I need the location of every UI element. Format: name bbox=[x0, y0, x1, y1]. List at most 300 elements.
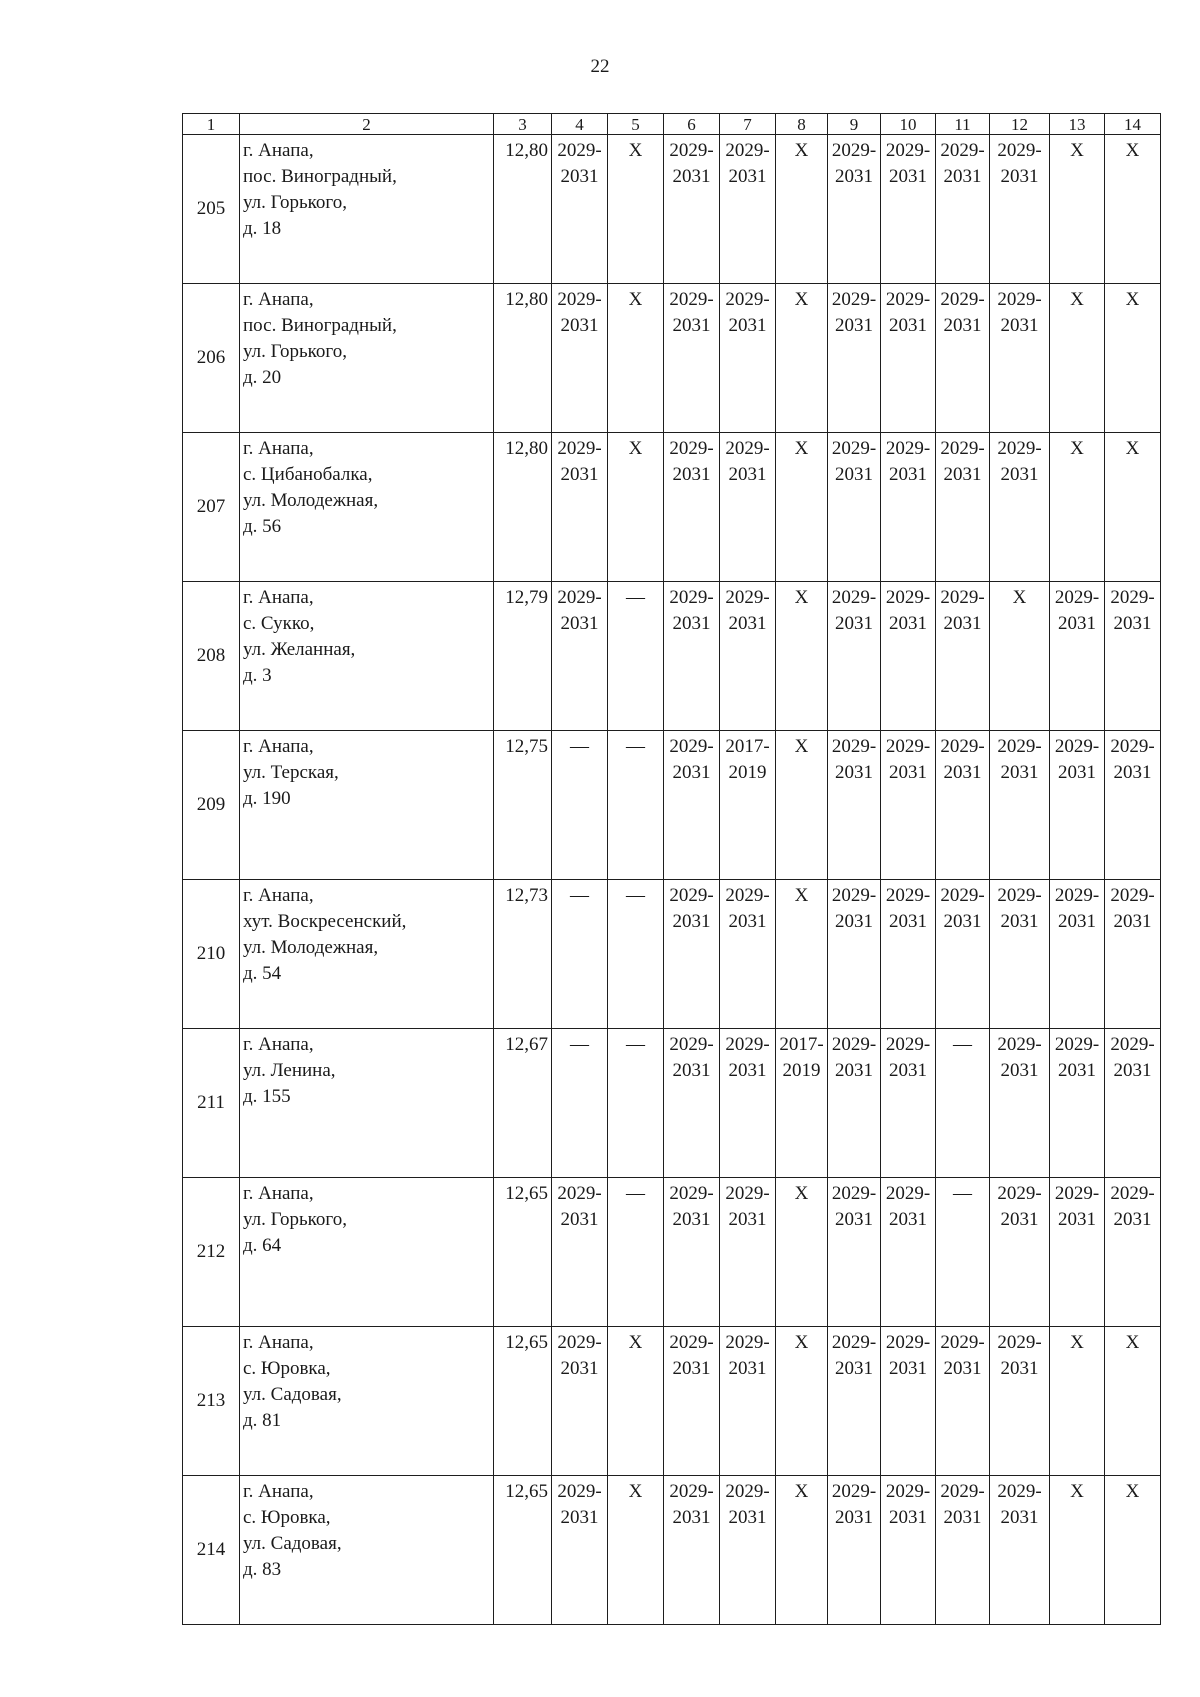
period-cell-col-14 bbox=[1105, 582, 1161, 731]
period-line: 2031 bbox=[835, 1507, 873, 1528]
period-line: 2029- bbox=[885, 736, 931, 757]
period-line: 2029- bbox=[940, 1481, 985, 1502]
period-cell-col-12 bbox=[990, 135, 1050, 284]
period-line: 2031 bbox=[560, 1209, 599, 1230]
period-line: 2029- bbox=[885, 289, 931, 310]
address-line: д. 64 bbox=[243, 1235, 282, 1256]
x-mark: X bbox=[794, 289, 809, 310]
period-cell-col-13 bbox=[1050, 433, 1105, 582]
period-line: 2031 bbox=[1113, 1060, 1152, 1081]
period-cell-col-6 bbox=[664, 1178, 720, 1327]
x-mark: X bbox=[794, 885, 809, 906]
address-line: с. Юровка, bbox=[243, 1507, 331, 1528]
period-line: 2029- bbox=[997, 1034, 1042, 1055]
address-cell bbox=[240, 1029, 494, 1178]
value-cell: 12,67 bbox=[494, 1029, 552, 1178]
period-line: 2029- bbox=[1110, 736, 1155, 757]
period-cell-col-13 bbox=[1050, 1476, 1105, 1625]
address-line: д. 190 bbox=[243, 788, 291, 809]
x-mark: X bbox=[1012, 587, 1027, 608]
dash-mark: — bbox=[570, 1034, 589, 1055]
period-cell-col-11 bbox=[936, 284, 990, 433]
period-line: 2031 bbox=[1000, 1507, 1039, 1528]
period-line: 2029- bbox=[940, 438, 985, 459]
period-line: 2029- bbox=[669, 1481, 714, 1502]
column-header-4: 4 bbox=[552, 114, 608, 135]
period-cell-col-8 bbox=[776, 284, 828, 433]
address-line: г. Анапа, bbox=[243, 587, 314, 608]
column-header-3: 3 bbox=[494, 114, 552, 135]
address-line: ул. Горького, bbox=[243, 192, 347, 213]
period-cell-col-7 bbox=[720, 880, 776, 1029]
table-body bbox=[183, 135, 1161, 1625]
period-line: 2029- bbox=[885, 1332, 931, 1353]
period-cell-col-6 bbox=[664, 1327, 720, 1476]
period-line: 2029- bbox=[885, 1034, 931, 1055]
period-line: 2031 bbox=[889, 1358, 927, 1379]
period-line: 2031 bbox=[943, 1358, 982, 1379]
row-number: 212 bbox=[183, 1178, 240, 1327]
period-cell-col-10 bbox=[881, 1476, 936, 1625]
period-line: 2031 bbox=[835, 613, 873, 634]
period-cell-col-13 bbox=[1050, 135, 1105, 284]
address-line: д. 155 bbox=[243, 1086, 291, 1107]
period-line: 2029- bbox=[940, 1332, 985, 1353]
column-header-12: 12 bbox=[990, 114, 1050, 135]
period-line: 2031 bbox=[835, 911, 873, 932]
period-line: 2029- bbox=[1054, 885, 1100, 906]
address-line: г. Анапа, bbox=[243, 885, 314, 906]
table-row bbox=[183, 1178, 1161, 1327]
x-mark: X bbox=[628, 1332, 643, 1353]
period-line: 2031 bbox=[672, 1358, 711, 1379]
period-line: 2031 bbox=[728, 613, 767, 634]
period-cell-col-9 bbox=[828, 880, 881, 1029]
column-header-5: 5 bbox=[608, 114, 664, 135]
period-line: 2031 bbox=[1058, 911, 1096, 932]
period-cell-col-4 bbox=[552, 582, 608, 731]
period-line: 2031 bbox=[835, 1209, 873, 1230]
dash-mark: — bbox=[626, 1183, 645, 1204]
period-line: 2031 bbox=[1058, 1060, 1096, 1081]
x-mark: X bbox=[794, 1481, 809, 1502]
table-row bbox=[183, 135, 1161, 284]
period-cell-col-8 bbox=[776, 135, 828, 284]
period-line: 2029- bbox=[557, 1183, 602, 1204]
period-line: 2017- bbox=[779, 1034, 824, 1055]
period-line: 2029- bbox=[1110, 885, 1155, 906]
period-cell-col-10 bbox=[881, 1178, 936, 1327]
period-cell-col-6 bbox=[664, 433, 720, 582]
period-line: 2031 bbox=[1113, 762, 1152, 783]
period-cell-col-11 bbox=[936, 1327, 990, 1476]
period-cell-col-10 bbox=[881, 135, 936, 284]
period-line: 2029- bbox=[831, 885, 877, 906]
period-line: 2031 bbox=[1058, 762, 1096, 783]
period-cell-col-11 bbox=[936, 1029, 990, 1178]
period-line: 2029- bbox=[669, 140, 714, 161]
period-cell-col-12 bbox=[990, 582, 1050, 731]
period-cell-col-6 bbox=[664, 284, 720, 433]
period-line: 2029- bbox=[725, 1481, 770, 1502]
value-cell: 12,80 bbox=[494, 433, 552, 582]
address-line: д. 83 bbox=[243, 1559, 282, 1580]
period-line: 2031 bbox=[835, 1358, 873, 1379]
address-cell bbox=[240, 1476, 494, 1625]
period-cell-col-12 bbox=[990, 284, 1050, 433]
address-line: д. 81 bbox=[243, 1410, 282, 1431]
period-line: 2031 bbox=[672, 166, 711, 187]
period-line: 2031 bbox=[889, 315, 927, 336]
x-mark: X bbox=[1125, 289, 1140, 310]
period-line: 2029- bbox=[997, 736, 1042, 757]
period-cell-col-13 bbox=[1050, 731, 1105, 880]
period-cell-col-5 bbox=[608, 1476, 664, 1625]
period-cell-col-7 bbox=[720, 433, 776, 582]
period-line: 2029- bbox=[831, 289, 877, 310]
period-line: 2029- bbox=[1054, 736, 1100, 757]
period-line: 2029- bbox=[885, 885, 931, 906]
period-line: 2029- bbox=[669, 587, 714, 608]
period-line: 2031 bbox=[1000, 911, 1039, 932]
period-line: 2029- bbox=[885, 140, 931, 161]
period-cell-col-5 bbox=[608, 582, 664, 731]
period-cell-col-12 bbox=[990, 1029, 1050, 1178]
x-mark: X bbox=[794, 140, 809, 161]
period-cell-col-5 bbox=[608, 731, 664, 880]
period-line: 2031 bbox=[943, 911, 982, 932]
period-cell-col-5 bbox=[608, 284, 664, 433]
period-cell-col-8 bbox=[776, 433, 828, 582]
period-cell-col-6 bbox=[664, 731, 720, 880]
period-cell-col-12 bbox=[990, 880, 1050, 1029]
period-line: 2029- bbox=[669, 289, 714, 310]
row-number: 209 bbox=[183, 731, 240, 880]
x-mark: X bbox=[794, 1332, 809, 1353]
address-cell bbox=[240, 1327, 494, 1476]
dash-mark: — bbox=[626, 885, 645, 906]
address-line: пос. Виноградный, bbox=[243, 166, 397, 187]
period-line: 2031 bbox=[889, 1060, 927, 1081]
period-cell-col-7 bbox=[720, 1476, 776, 1625]
period-cell-col-4 bbox=[552, 880, 608, 1029]
period-cell-col-12 bbox=[990, 731, 1050, 880]
dash-mark: — bbox=[626, 736, 645, 757]
period-line: 2029- bbox=[997, 1332, 1042, 1353]
period-line: 2031 bbox=[889, 1209, 927, 1230]
period-line: 2031 bbox=[835, 166, 873, 187]
address-line: ул. Желанная, bbox=[243, 639, 356, 660]
address-line: ул. Молодежная, bbox=[243, 490, 379, 511]
table-row bbox=[183, 284, 1161, 433]
period-line: 2029- bbox=[725, 140, 770, 161]
period-line: 2029- bbox=[885, 587, 931, 608]
period-line: 2031 bbox=[889, 911, 927, 932]
period-cell-col-14 bbox=[1105, 1476, 1161, 1625]
period-line: 2031 bbox=[672, 1507, 711, 1528]
period-line: 2031 bbox=[672, 911, 711, 932]
period-line: 2029- bbox=[885, 1183, 931, 1204]
address-line: ул. Терская, bbox=[243, 762, 339, 783]
period-line: 2031 bbox=[889, 613, 927, 634]
period-line: 2031 bbox=[943, 166, 982, 187]
x-mark: X bbox=[1070, 140, 1084, 161]
period-line: 2029- bbox=[940, 289, 985, 310]
period-line: 2019 bbox=[728, 762, 767, 783]
dash-mark: — bbox=[570, 736, 589, 757]
address-line: ул. Ленина, bbox=[243, 1060, 336, 1081]
period-line: 2029- bbox=[669, 1332, 714, 1353]
table-row bbox=[183, 1476, 1161, 1625]
period-line: 2031 bbox=[560, 464, 599, 485]
period-line: 2031 bbox=[943, 315, 982, 336]
period-cell-col-8 bbox=[776, 582, 828, 731]
address-line: г. Анапа, bbox=[243, 140, 314, 161]
period-cell-col-5 bbox=[608, 1327, 664, 1476]
address-line: пос. Виноградный, bbox=[243, 315, 397, 336]
period-line: 2031 bbox=[1113, 613, 1152, 634]
period-line: 2029- bbox=[725, 289, 770, 310]
period-line: 2031 bbox=[560, 613, 599, 634]
period-cell-col-14 bbox=[1105, 1327, 1161, 1476]
period-line: 2029- bbox=[831, 438, 877, 459]
period-line: 2031 bbox=[1000, 1358, 1039, 1379]
address-cell bbox=[240, 731, 494, 880]
address-cell bbox=[240, 433, 494, 582]
period-cell-col-6 bbox=[664, 1029, 720, 1178]
period-cell-col-9 bbox=[828, 284, 881, 433]
period-cell-col-14 bbox=[1105, 731, 1161, 880]
address-line: с. Сукко, bbox=[243, 613, 315, 634]
period-line: 2031 bbox=[672, 1209, 711, 1230]
period-line: 2029- bbox=[725, 1034, 770, 1055]
period-line: 2029- bbox=[669, 736, 714, 757]
period-line: 2031 bbox=[728, 166, 767, 187]
value-cell: 12,73 bbox=[494, 880, 552, 1029]
row-number: 206 bbox=[183, 284, 240, 433]
address-line: д. 20 bbox=[243, 367, 282, 388]
column-header-9: 9 bbox=[828, 114, 881, 135]
address-line: хут. Воскресенский, bbox=[243, 911, 407, 932]
period-line: 2031 bbox=[1000, 315, 1039, 336]
period-line: 2029- bbox=[831, 736, 877, 757]
column-header-1: 1 bbox=[183, 114, 240, 135]
address-line: г. Анапа, bbox=[243, 289, 314, 310]
period-cell-col-14 bbox=[1105, 880, 1161, 1029]
period-line: 2029- bbox=[831, 1183, 877, 1204]
period-line: 2029- bbox=[1110, 1034, 1155, 1055]
period-line: 2031 bbox=[1113, 1209, 1152, 1230]
x-mark: X bbox=[628, 289, 643, 310]
period-cell-col-13 bbox=[1050, 880, 1105, 1029]
period-line: 2029- bbox=[725, 1183, 770, 1204]
period-line: 2029- bbox=[831, 1332, 877, 1353]
period-cell-col-8 bbox=[776, 1178, 828, 1327]
period-cell-col-7 bbox=[720, 284, 776, 433]
x-mark: X bbox=[1125, 1481, 1140, 1502]
x-mark: X bbox=[1125, 1332, 1140, 1353]
period-line: 2029- bbox=[557, 587, 602, 608]
period-line: 2031 bbox=[1000, 1060, 1039, 1081]
period-line: 2029- bbox=[940, 885, 985, 906]
x-mark: X bbox=[628, 1481, 643, 1502]
period-cell-col-4 bbox=[552, 135, 608, 284]
period-cell-col-8 bbox=[776, 880, 828, 1029]
period-line: 2029- bbox=[831, 1034, 877, 1055]
period-cell-col-4 bbox=[552, 731, 608, 880]
period-cell-col-5 bbox=[608, 1178, 664, 1327]
column-header-14: 14 bbox=[1105, 114, 1161, 135]
period-cell-col-13 bbox=[1050, 582, 1105, 731]
value-cell: 12,80 bbox=[494, 284, 552, 433]
period-line: 2031 bbox=[835, 315, 873, 336]
period-cell-col-11 bbox=[936, 582, 990, 731]
period-line: 2031 bbox=[1113, 911, 1152, 932]
period-cell-col-14 bbox=[1105, 1029, 1161, 1178]
period-line: 2029- bbox=[997, 885, 1042, 906]
period-line: 2029- bbox=[940, 587, 985, 608]
x-mark: X bbox=[794, 1183, 809, 1204]
address-line: д. 3 bbox=[243, 665, 272, 686]
period-cell-col-12 bbox=[990, 1327, 1050, 1476]
period-line: 2031 bbox=[728, 1060, 767, 1081]
period-line: 2029- bbox=[831, 140, 877, 161]
x-mark: X bbox=[794, 736, 809, 757]
period-cell-col-5 bbox=[608, 880, 664, 1029]
address-line: г. Анапа, bbox=[243, 1332, 314, 1353]
period-line: 2029- bbox=[557, 140, 602, 161]
dash-mark: — bbox=[626, 1034, 645, 1055]
period-cell-col-13 bbox=[1050, 284, 1105, 433]
period-line: 2029- bbox=[725, 885, 770, 906]
x-mark: X bbox=[794, 438, 809, 459]
period-line: 2029- bbox=[831, 1481, 877, 1502]
period-cell-col-14 bbox=[1105, 433, 1161, 582]
period-line: 2031 bbox=[728, 911, 767, 932]
period-cell-col-11 bbox=[936, 433, 990, 582]
period-cell-col-11 bbox=[936, 135, 990, 284]
period-line: 2029- bbox=[831, 587, 877, 608]
address-line: д. 54 bbox=[243, 963, 282, 984]
value-cell: 12,65 bbox=[494, 1476, 552, 1625]
value-cell: 12,75 bbox=[494, 731, 552, 880]
period-line: 2029- bbox=[1054, 587, 1100, 608]
period-cell-col-9 bbox=[828, 582, 881, 731]
period-cell-col-9 bbox=[828, 1327, 881, 1476]
period-cell-col-12 bbox=[990, 1476, 1050, 1625]
period-cell-col-8 bbox=[776, 1327, 828, 1476]
period-line: 2031 bbox=[728, 1507, 767, 1528]
row-number: 210 bbox=[183, 880, 240, 1029]
period-line: 2031 bbox=[1000, 762, 1039, 783]
period-cell-col-10 bbox=[881, 1029, 936, 1178]
period-cell-col-13 bbox=[1050, 1029, 1105, 1178]
address-cell bbox=[240, 1178, 494, 1327]
period-cell-col-10 bbox=[881, 582, 936, 731]
period-line: 2031 bbox=[943, 762, 982, 783]
period-cell-col-7 bbox=[720, 1178, 776, 1327]
period-line: 2029- bbox=[725, 1332, 770, 1353]
table-row bbox=[183, 433, 1161, 582]
column-header-8: 8 bbox=[776, 114, 828, 135]
period-cell-col-8 bbox=[776, 731, 828, 880]
period-line: 2029- bbox=[557, 1332, 602, 1353]
period-line: 2031 bbox=[672, 762, 711, 783]
x-mark: X bbox=[1070, 289, 1084, 310]
value-cell: 12,65 bbox=[494, 1178, 552, 1327]
x-mark: X bbox=[628, 438, 643, 459]
period-cell-col-10 bbox=[881, 284, 936, 433]
period-line: 2029- bbox=[669, 1034, 714, 1055]
period-cell-col-6 bbox=[664, 582, 720, 731]
period-cell-col-9 bbox=[828, 1178, 881, 1327]
value-cell: 12,80 bbox=[494, 135, 552, 284]
row-number: 207 bbox=[183, 433, 240, 582]
period-cell-col-5 bbox=[608, 1029, 664, 1178]
period-line: 2029- bbox=[557, 1481, 602, 1502]
table-row bbox=[183, 1327, 1161, 1476]
period-cell-col-11 bbox=[936, 880, 990, 1029]
period-cell-col-4 bbox=[552, 284, 608, 433]
period-cell-col-9 bbox=[828, 135, 881, 284]
period-line: 2031 bbox=[835, 1060, 873, 1081]
dash-mark: — bbox=[626, 587, 645, 608]
period-cell-col-9 bbox=[828, 731, 881, 880]
value-cell: 12,79 bbox=[494, 582, 552, 731]
period-cell-col-10 bbox=[881, 433, 936, 582]
address-line: ул. Горького, bbox=[243, 1209, 347, 1230]
period-line: 2029- bbox=[669, 1183, 714, 1204]
period-line: 2031 bbox=[560, 166, 599, 187]
period-cell-col-4 bbox=[552, 1178, 608, 1327]
period-cell-col-14 bbox=[1105, 1178, 1161, 1327]
period-line: 2031 bbox=[560, 1358, 599, 1379]
period-cell-col-13 bbox=[1050, 1178, 1105, 1327]
period-line: 2029- bbox=[997, 438, 1042, 459]
period-cell-col-11 bbox=[936, 1178, 990, 1327]
period-line: 2029- bbox=[557, 438, 602, 459]
column-header-7: 7 bbox=[720, 114, 776, 135]
period-line: 2031 bbox=[835, 464, 873, 485]
period-line: 2031 bbox=[835, 762, 873, 783]
period-line: 2017- bbox=[725, 736, 770, 757]
table-row bbox=[183, 731, 1161, 880]
period-cell-col-7 bbox=[720, 1327, 776, 1476]
column-header-13: 13 bbox=[1050, 114, 1105, 135]
x-mark: X bbox=[1125, 140, 1140, 161]
period-line: 2031 bbox=[728, 1209, 767, 1230]
address-cell bbox=[240, 880, 494, 1029]
period-line: 2029- bbox=[885, 1481, 931, 1502]
address-line: с. Цибанобалка, bbox=[243, 464, 373, 485]
address-line: д. 56 bbox=[243, 516, 282, 537]
column-header-2: 2 bbox=[240, 114, 494, 135]
period-line: 2029- bbox=[669, 885, 714, 906]
dash-mark: — bbox=[570, 885, 589, 906]
period-cell-col-4 bbox=[552, 1029, 608, 1178]
address-line: г. Анапа, bbox=[243, 438, 314, 459]
period-line: 2029- bbox=[1054, 1183, 1100, 1204]
period-line: 2029- bbox=[1054, 1034, 1100, 1055]
period-line: 2029- bbox=[725, 438, 770, 459]
period-line: 2031 bbox=[560, 1507, 599, 1528]
address-line: ул. Молодежная, bbox=[243, 937, 379, 958]
table-header bbox=[183, 114, 1161, 135]
dash-mark: — bbox=[953, 1034, 972, 1055]
x-mark: X bbox=[628, 140, 643, 161]
period-line: 2029- bbox=[1110, 1183, 1155, 1204]
period-cell-col-14 bbox=[1105, 135, 1161, 284]
